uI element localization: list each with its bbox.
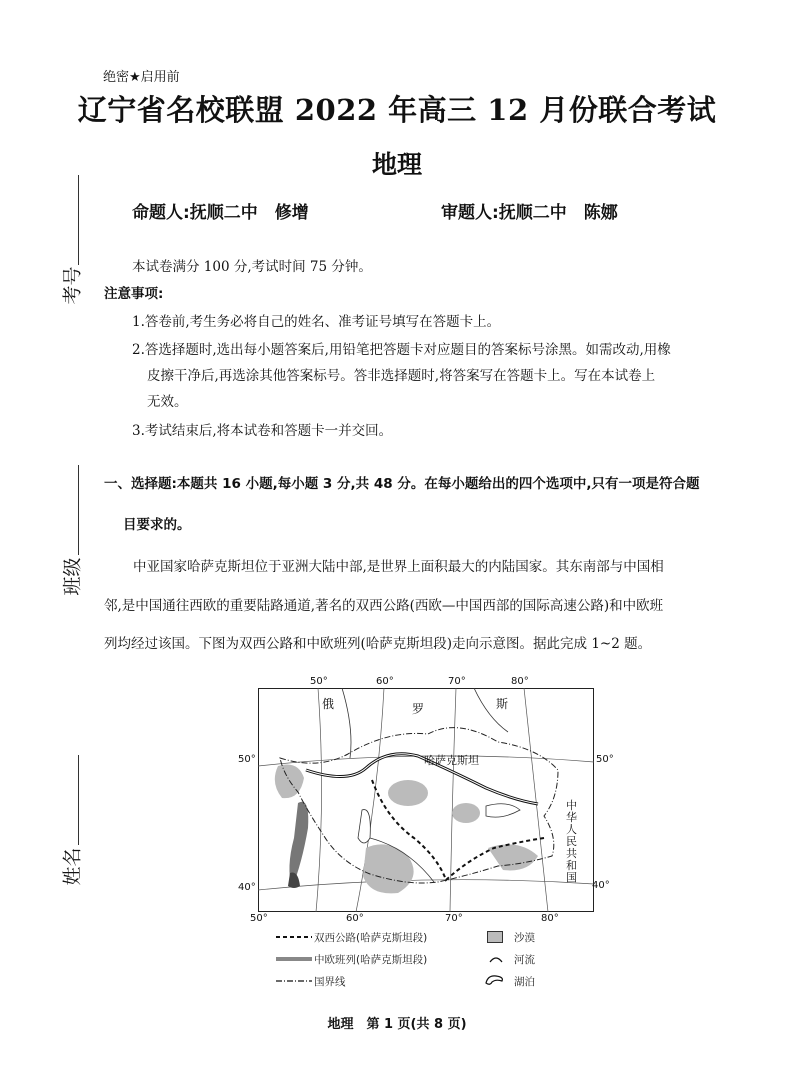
margin-line [78,175,79,265]
legend-border-label: 国界线 [314,976,346,988]
map-label-kazakhstan: 哈萨克斯坦 [424,754,479,767]
legend-lake-label: 湖泊 [514,976,535,988]
legend-railway-label: 中欧班列(哈萨克斯坦段) [314,954,428,966]
legend-highway-label: 双西公路(哈萨克斯坦段) [314,932,428,944]
map-tick-bottom: 70° [445,913,463,924]
legend-desert-label: 沙漠 [514,932,535,944]
legend-highway-icon [276,932,312,942]
notice-item: 皮擦干净后,再选涂其他答案标号。答非选择题时,将答案写在答题卡上。写在本试卷上 [147,368,656,384]
passage-line: 中亚国家哈萨克斯坦位于亚洲大陆中部,是世界上面积最大的内陆国家。其东南部与中国相 [133,559,664,575]
intro-text: 本试卷满分 100 分,考试时间 75 分钟。 [132,259,372,275]
legend-desert-icon [487,931,503,943]
map-tick-right: 40° [592,880,610,891]
kazakhstan-route-map [258,688,594,912]
section-heading: 一、选择题:本题共 16 小题,每小题 3 分,共 48 分。在每小题给出的四个选项中,只有一项是符合题 [104,476,700,492]
passage-line: 邻,是中国通往西欧的重要陆路通道,著名的双西公路(西欧—中国西部的国际高速公路)和中欧班 [104,598,664,614]
side-label-exam-number: 考号 [61,266,84,305]
notice-item: 3.考试结束后,将本试卷和答题卡一并交回。 [132,423,393,439]
map-tick-bottom: 80° [541,913,559,924]
margin-line [78,465,79,555]
map-tick-top: 80° [511,676,529,687]
exam-title: 辽宁省名校联盟 2022 年高三 12 月份联合考试 [77,93,717,127]
notice-item: 2.答选择题时,选出每小题答案后,用铅笔把答题卡对应题目的答案标号涂黑。如需改动,用橡 [132,342,671,358]
legend-railway-icon [276,954,312,964]
legend-lake-icon [484,973,506,987]
side-label-class: 班级 [61,557,84,596]
map-tick-top: 60° [376,676,394,687]
map-tick-left: 40° [238,882,256,893]
page-footer: 地理 第 1 页(共 8 页) [327,1017,467,1032]
map-tick-top: 70° [448,676,466,687]
map-tick-bottom: 60° [346,913,364,924]
map-tick-left: 50° [238,754,256,765]
notice-item: 无效。 [147,394,188,410]
map-label-russia: 斯 [496,697,509,711]
map-tick-bottom: 50° [250,913,268,924]
map-tick-right: 50° [596,754,614,765]
author-line: 命题人:抚顺二中 修增 [132,203,309,223]
legend-river-icon [489,953,503,963]
reviewer-line: 审题人:抚顺二中 陈娜 [441,203,618,223]
notice-item: 1.答卷前,考生务必将自己的姓名、准考证号填写在答题卡上。 [132,314,501,330]
map-label-russia: 俄 [322,697,335,711]
map-tick-top: 50° [310,676,328,687]
section-heading-cont: 目要求的。 [123,517,191,533]
legend-border-icon [276,976,312,986]
margin-line [78,755,79,845]
legend-river-label: 河流 [514,954,535,966]
side-label-name: 姓名 [61,847,84,886]
map-label-russia: 罗 [412,702,425,716]
notice-heading: 注意事项: [104,286,164,302]
confidential-mark: 绝密★启用前 [103,70,180,85]
passage-line: 列均经过该国。下图为双西公路和中欧班列(哈萨克斯坦段)走向示意图。据此完成 1~2 题。 [104,636,652,652]
map-label-china: 中华人民共和国 [566,799,577,884]
subject-title: 地理 [371,150,422,179]
